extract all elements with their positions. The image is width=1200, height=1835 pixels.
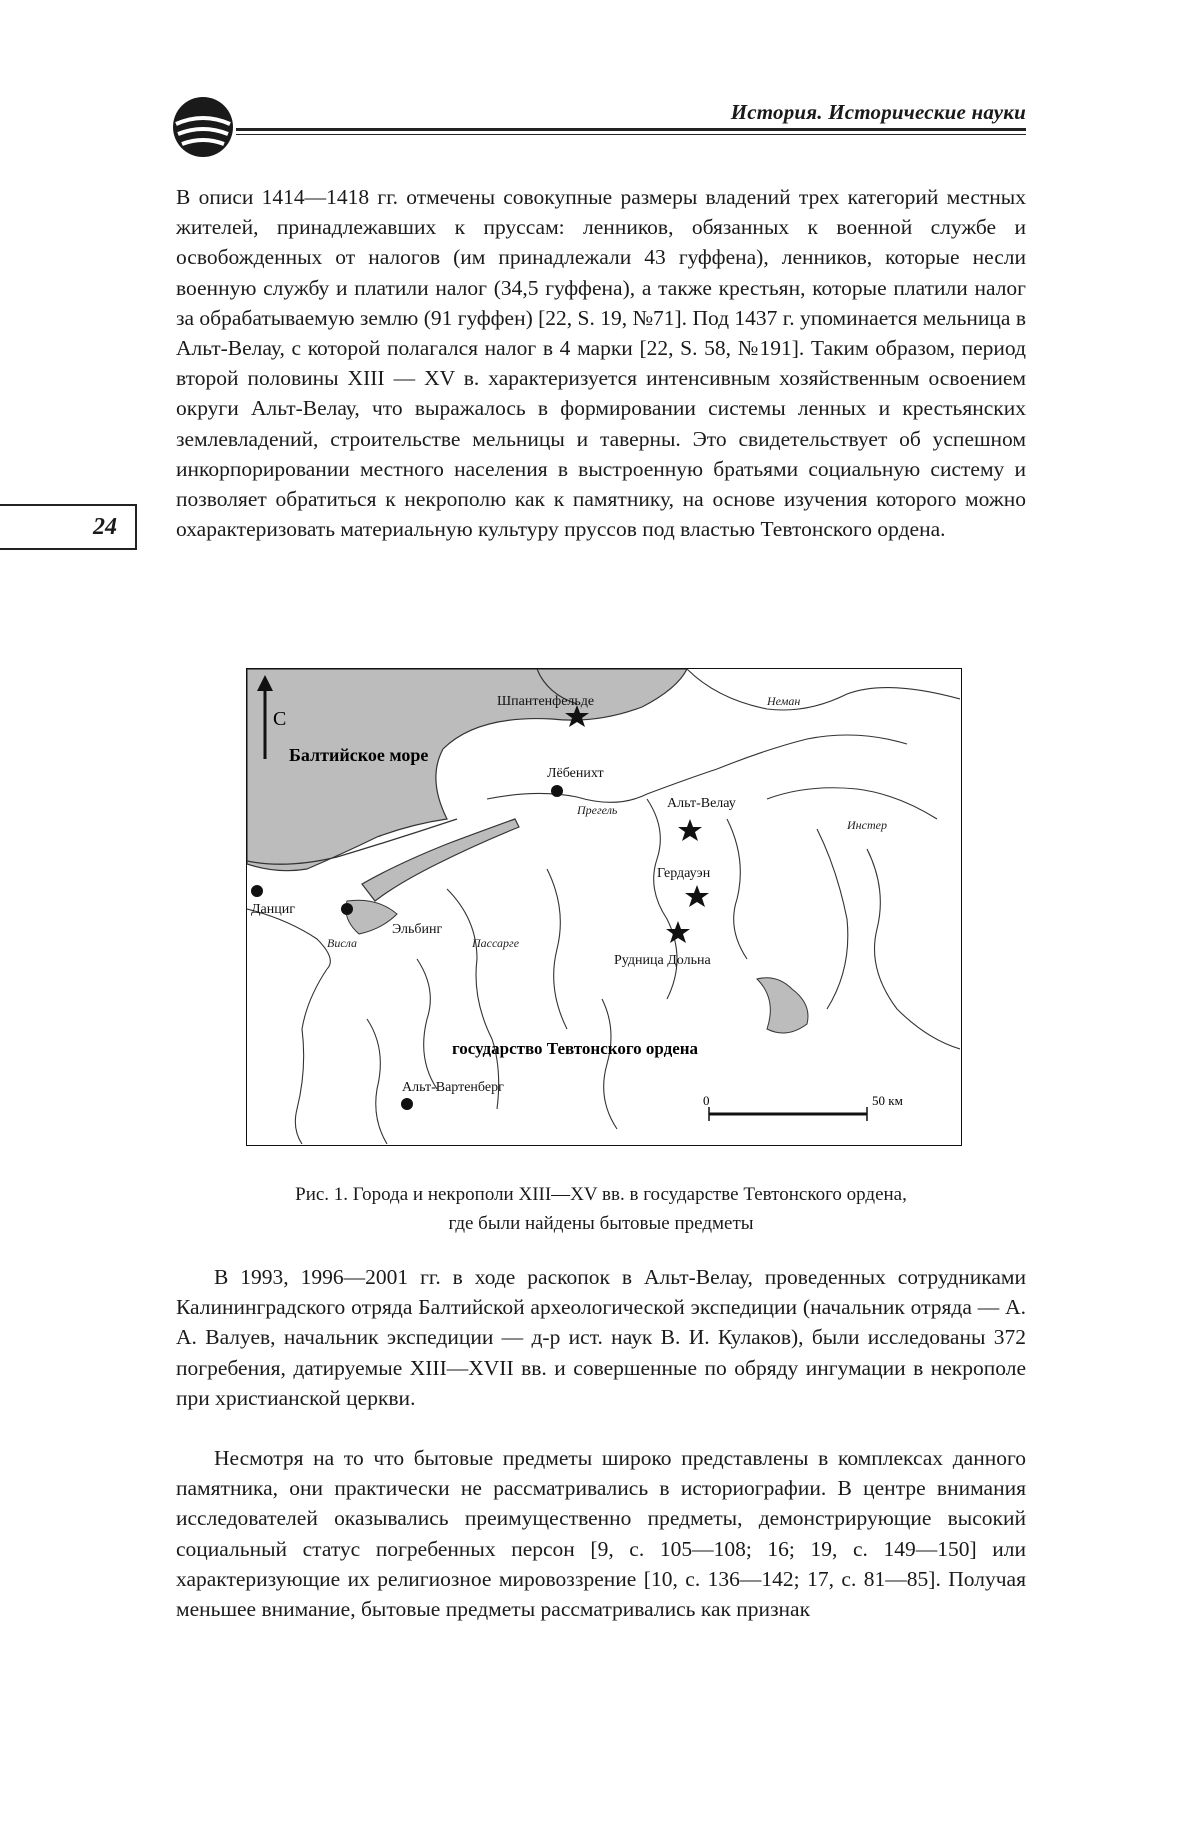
label-pregel: Прегель [577, 803, 618, 817]
river-tributary-2 [727, 819, 747, 959]
label-passarge: Пассарге [472, 936, 520, 950]
river-tributary-3 [867, 849, 960, 1049]
dot-marker-lebenicht [551, 785, 563, 797]
sea-label: Балтийское море [289, 745, 429, 765]
dot-marker-elbing [341, 903, 353, 915]
north-label: С [273, 708, 287, 730]
river-alle [647, 799, 677, 999]
header-rule-thin [236, 134, 1026, 135]
river-neman [687, 669, 960, 710]
dot-marker-alt-wartenberg [401, 1098, 413, 1110]
label-shpantenfelde: Шпантенфельде [497, 694, 595, 709]
river-tributary-5 [817, 829, 848, 1009]
river-tributary-6 [367, 1019, 387, 1144]
star-marker-gerdauen [685, 885, 709, 907]
elbing-lagoon [346, 900, 397, 934]
river-nogat [247, 909, 330, 969]
page-number-tab [0, 504, 137, 550]
scale-start-label: 0 [703, 1093, 710, 1108]
label-lebenicht: Лёбенихт [547, 766, 604, 781]
paragraph-1: В описи 1414—1418 гг. отмечены совокупные размеры владений трех категорий местных жителей, принадлежавших к пруссам: ленников, обязанных к военной службе и освобожденных от налогов (им принадлежали 43 гуффена), ленников, которые несли военную службу и платили налог (34,5 гуффена), а также крестьян, которые платили налог за обрабатываемую землю (91 гуффен) [22, S. 19, №71]. Под 1437 г. упоминается мельница в Альт-Велау, с которой полагался налог в 4 марки [22, S. 58, №191]. Таким образом, период второй половины XIII — XV в. характеризуется интенсивным хозяйственным освоением округи Альт-Велау, что выражалось в формировании системы ленных и крестьянских землевладений, строительстве мельницы и таверны. Это свидетельствует об успешном инкорпорировании местного населения в выстроенную братьями социальную систему и позволяет обратиться к некрополю как к памятнику, на основе изучения которого можно охарактеризовать материальную культуру пруссов под властью Тевтонского ордена. [176, 185, 1026, 542]
paragraph-3: Несмотря на то что бытовые предметы широко представлены в комплексах данного памятника, они практически не рассматривались в историографии. В центре внимания исследователей оказывались преимущественно предметы, демонстрирующие высокий социальный статус погребенных персон [9, с. 105—108; 16; 19, с. 149—150] или характеризующие их религиозное мировоззрение [10, с. 136—142; 17, с. 81—85]. Получая меньшее внимание, бытовые предметы рассматривались как признак [176, 1446, 1026, 1622]
river-tributary-7 [602, 999, 617, 1129]
river-vistula [295, 969, 327, 1144]
page-number: 24 [93, 514, 117, 540]
lake-area [757, 978, 808, 1033]
publisher-logo-icon [170, 94, 236, 160]
river-tributary-4 [417, 959, 437, 1089]
label-alt-wartenberg: Альт-Вартенберг [402, 1080, 504, 1095]
caption-line-1: Рис. 1. Города и некрополи XIII—XV вв. в государстве Тевтонского ордена, [295, 1184, 907, 1205]
map-figure [246, 668, 962, 1146]
label-vistula: Висла [327, 936, 358, 950]
label-rudnica: Рудница Дольна [614, 953, 711, 968]
river-passarge [447, 889, 499, 1109]
running-title: История. Исторические науки [730, 100, 1026, 124]
label-inster: Инстер [847, 818, 887, 832]
state-label: государство Тевтонского ордена [452, 1039, 699, 1058]
river-tributary-1 [547, 869, 567, 1029]
star-marker-alt-velau [678, 819, 702, 841]
paragraph-2: В 1993, 1996—2001 гг. в ходе раскопок в Альт-Велау, проведенных сотрудниками Калининградского отряда Балтийской археологической экспедиции (начальник отряда — А. А. Валуев, начальник экспедиции — д-р ист. наук В. И. Кулаков), были исследованы 372 погребения, датируемые XIII—XVII вв. и совершенные по обряду ингумации в некрополе при христианской церкви. [176, 1265, 1026, 1410]
label-elbing: Эльбинг [392, 922, 443, 937]
caption-line-2: где были найдены бытовые предметы [448, 1213, 754, 1234]
label-alt-velau: Альт-Велау [667, 796, 736, 811]
label-dancig: Данциг [251, 902, 295, 917]
map-svg [247, 669, 960, 1144]
river-inster [767, 788, 937, 819]
figure-caption [176, 1180, 1026, 1238]
label-neman: Неман [767, 694, 801, 708]
scale-end-label: 50 км [872, 1093, 903, 1108]
label-gerdauen: Гердауэн [657, 866, 711, 881]
dot-marker-dancig [251, 885, 263, 897]
header-rule [236, 128, 1026, 131]
